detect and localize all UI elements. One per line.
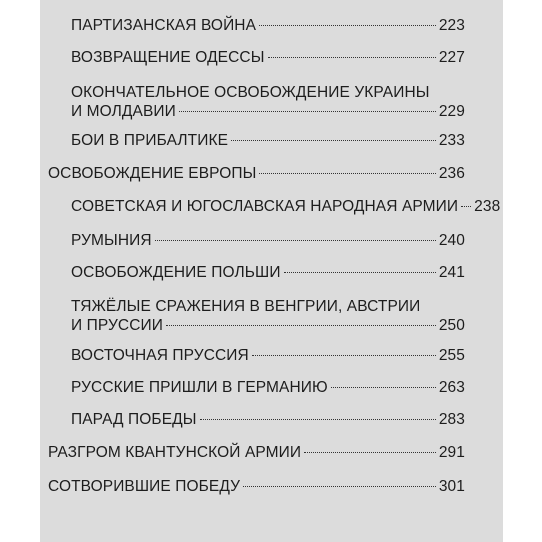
- toc-entry: [71, 231, 465, 250]
- toc-entry: [71, 297, 465, 335]
- toc-entry-page: 240: [438, 232, 465, 249]
- toc-entry-page: 241: [438, 264, 465, 281]
- toc-entry-page: 227: [438, 49, 465, 66]
- toc-entry-title: ВОСТОЧНАЯ ПРУССИЯ: [71, 347, 249, 364]
- dot-leader: [166, 325, 436, 326]
- dot-leader: [155, 240, 436, 241]
- toc-entry-page: 229: [438, 103, 465, 120]
- toc-entry-page: 301: [438, 478, 465, 495]
- book-page: [40, 0, 503, 542]
- toc-entry-title-line1: ТЯЖЁЛЫЕ СРАЖЕНИЯ В ВЕНГРИИ, АВСТРИИ: [71, 298, 421, 315]
- toc-entry: [71, 131, 465, 150]
- toc-entry-page: 238: [474, 198, 501, 215]
- toc-entry-title: РАЗГРОМ КВАНТУНСКОЙ АРМИИ: [48, 444, 302, 461]
- toc-entry-title-line1: ОКОНЧАТЕЛЬНОЕ ОСВОБОЖДЕНИЕ УКРАИНЫ: [71, 84, 430, 101]
- dot-leader: [179, 111, 436, 112]
- toc-entry: [48, 443, 465, 462]
- toc-entry: [48, 164, 465, 183]
- toc-entry-page: 223: [438, 17, 465, 34]
- toc-entry-title: РУССКИЕ ПРИШЛИ В ГЕРМАНИЮ: [71, 379, 328, 396]
- toc-entry-title: ПАРАД ПОБЕДЫ: [71, 411, 197, 428]
- toc-entry: [71, 346, 465, 365]
- toc-entry-page: 236: [438, 165, 465, 182]
- toc-entry-title: РУМЫНИЯ: [71, 232, 152, 249]
- dot-leader: [200, 419, 436, 420]
- toc-entry: [48, 477, 465, 496]
- dot-leader: [268, 57, 436, 58]
- toc-entry-title: ВОЗВРАЩЕНИЕ ОДЕССЫ: [71, 49, 265, 66]
- toc-entry: [71, 378, 465, 397]
- toc-entry-page: 250: [438, 317, 465, 334]
- toc-entry-title: И ПРУССИИ: [71, 317, 164, 334]
- toc-entry-title: ПАРТИЗАНСКАЯ ВОЙНА: [71, 17, 257, 34]
- toc-entry-page: 255: [438, 347, 465, 364]
- dot-leader: [243, 486, 436, 487]
- toc-entry-title: ОСВОБОЖДЕНИЕ ЕВРОПЫ: [48, 165, 257, 182]
- dot-leader: [284, 272, 436, 273]
- toc-entry: [71, 16, 465, 35]
- toc-entry-title: БОИ В ПРИБАЛТИКЕ: [71, 132, 229, 149]
- toc-entry-title: СОВЕТСКАЯ И ЮГОСЛАВСКАЯ НАРОДНАЯ АРМИИ: [71, 198, 459, 215]
- toc-entry: [71, 83, 465, 121]
- toc-entry: [71, 48, 465, 67]
- toc-entry-page: 291: [438, 444, 465, 461]
- dot-leader: [252, 355, 436, 356]
- toc-entry: [71, 197, 501, 216]
- dot-leader: [304, 452, 436, 453]
- toc-entry: [71, 410, 465, 429]
- dot-leader: [259, 25, 436, 26]
- toc-entry: [71, 263, 465, 282]
- toc-entry-title: ОСВОБОЖДЕНИЕ ПОЛЬШИ: [71, 264, 281, 281]
- dot-leader: [331, 387, 436, 388]
- dot-leader: [259, 173, 435, 174]
- toc-entry-page: 233: [438, 132, 465, 149]
- toc-entry-page: 283: [438, 411, 465, 428]
- toc-entry-title: И МОЛДАВИИ: [71, 103, 176, 120]
- toc-entry-page: 263: [438, 379, 465, 396]
- toc-entry-title: СОТВОРИВШИЕ ПОБЕДУ: [48, 478, 241, 495]
- dot-leader: [231, 140, 436, 141]
- dot-leader: [461, 206, 471, 207]
